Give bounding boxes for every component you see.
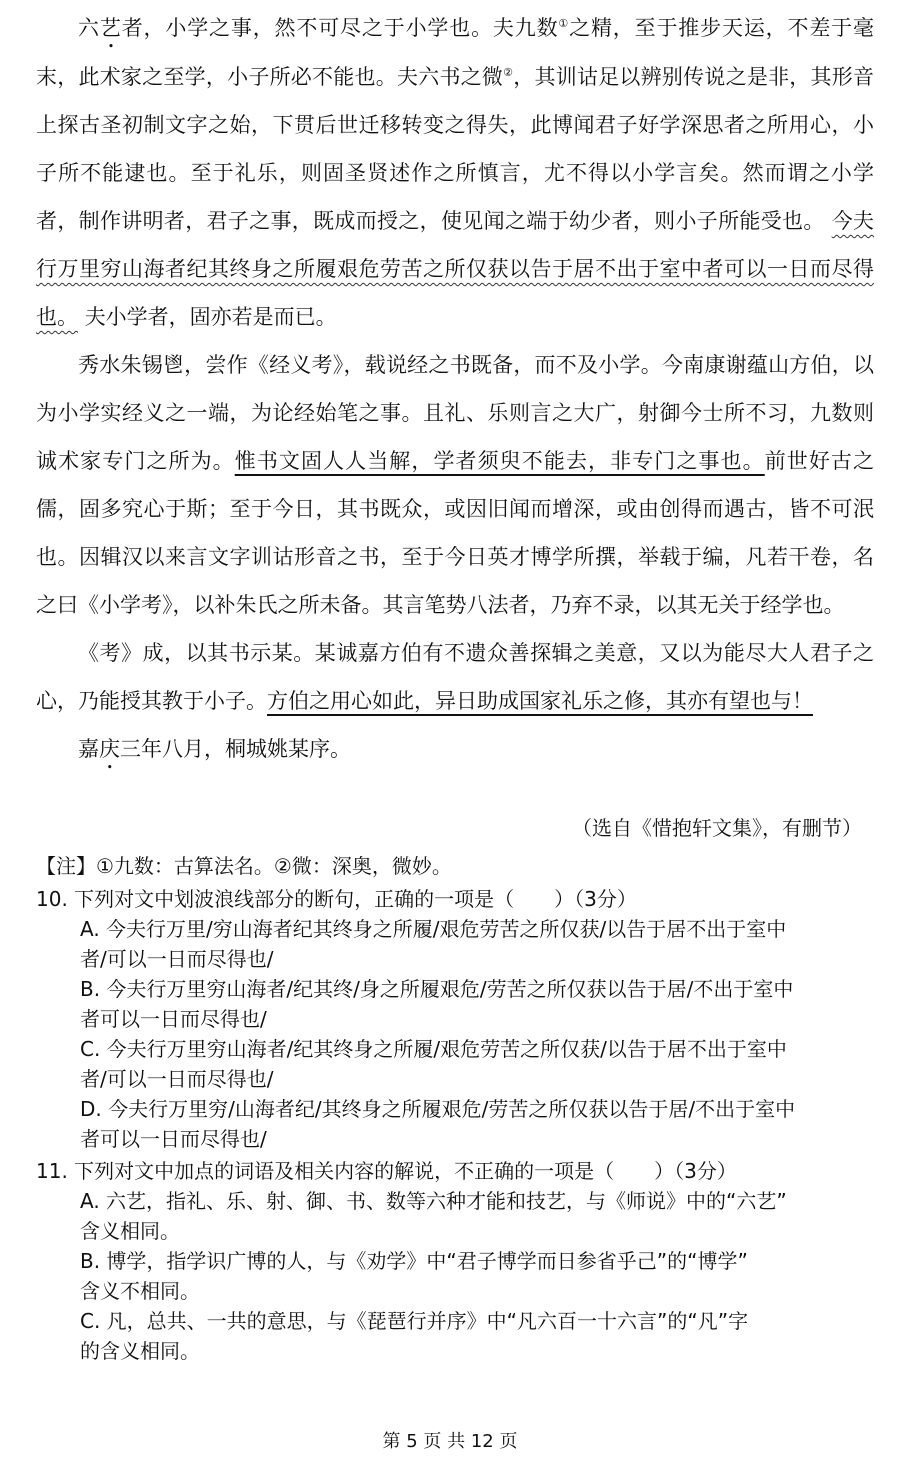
option-text: B. 今夫行万里穷山海者/纪其终/身之所履艰危/劳苦之所仅获以告于居/不出于室中 xyxy=(80,977,794,1001)
question-10-option-b[interactable] xyxy=(36,974,876,1034)
text-run: 嘉 xyxy=(78,737,99,761)
dotted-word: 艺 xyxy=(99,16,122,40)
option-text: C. 凡，总共、一共的意思，与《琵琶行并序》中“凡六百一十六言”的“凡”字 xyxy=(80,1309,749,1333)
option-text: 者/可以一日而尽得也/ xyxy=(80,947,274,971)
option-text: 者可以一日而尽得也/ xyxy=(80,1007,267,1031)
passage-signature xyxy=(36,725,874,774)
text-run: 之精，至于推步天运，不差于毫末，此术家之至学，小子所必不能也。夫六书之微 xyxy=(36,16,875,89)
question-10-stem: 10. 下列对文中划波浪线部分的断句，正确的一项是（ ）（3分） xyxy=(36,887,637,911)
text-run: ，其训诂足以辨别传说之是非，其形音上探古圣初制文字之始，下贯后世迁移转变之得失，此博闻君子好学深思者之所用心，小子所不能逮也。至于礼乐，则固圣贤述作之所慎言，尤不得以小学言矣。然而谓之小学者，制作讲明者，君子之事，既成而授之，使见闻之端于幼少者，则小子所能受也。 xyxy=(36,65,875,233)
dotted-word: 庆 xyxy=(99,737,120,761)
question-10-option-a[interactable] xyxy=(36,914,876,974)
option-text: 的含义相同。 xyxy=(80,1339,200,1363)
option-text: A. 六艺，指礼、乐、射、御、书、数等六种才能和技艺，与《师说》中的“六艺” xyxy=(80,1189,787,1213)
text-run: 三年八月，桐城姚某序。 xyxy=(120,737,351,761)
option-text: A. 今夫行万里/穷山海者纪其终身之所履/艰危劳苦之所仅获/以告于居不出于室中 xyxy=(80,917,787,941)
text-run: 秀水朱锡鬯，尝作《经义考》，载说经之书既备，而不及小学。今南康谢蕴山方伯，以为小学实经义之一端，为论经始笔之事。且礼、乐则言之大广，射御今士所不习，九数则诚术家专门之所为。 xyxy=(36,353,874,473)
passage-paragraph-3 xyxy=(36,629,874,725)
footnote-annotation: 【注】①九数：古算法名。②微：深奥，微妙。 xyxy=(36,854,452,878)
option-text: 含义不相同。 xyxy=(80,1279,200,1303)
text-run: 夫小学者，固亦若是而已。 xyxy=(84,305,337,329)
question-11-option-c[interactable] xyxy=(36,1306,876,1366)
text-run: 《考》成，以其书示某。某诚嘉方伯有不遗众善探辑之美意，又以为能尽大人君子之心，乃能授其教于小子。 xyxy=(36,641,874,713)
text-run: 六 xyxy=(78,16,100,40)
underlined-sentence: 惟书文固人人当解，学者须臾不能去，非专门之事也。 xyxy=(234,449,765,473)
option-text: B. 博学，指学识广博的人，与《劝学》中“君子博学而日参省乎己”的“博学” xyxy=(80,1249,748,1273)
option-text: C. 今夫行万里穷山海者/纪其终身之所履/艰危劳苦之所仅获/以告于居不出于室中 xyxy=(80,1037,787,1061)
footnote-mark: ① xyxy=(558,17,570,30)
option-text: 者/可以一日而尽得也/ xyxy=(80,1067,274,1091)
question-11-stem: 11. 下列对文中加点的词语及相关内容的解说，不正确的一项是（ ）（3分） xyxy=(36,1159,737,1183)
footnote-mark: ② xyxy=(503,66,514,79)
question-10-option-c[interactable] xyxy=(36,1034,876,1094)
option-text: 者可以一日而尽得也/ xyxy=(80,1127,267,1151)
passage-paragraph-1 xyxy=(36,4,874,341)
text-run: 前世好古之儒，固多究心于斯；至于今日，其书既众，或因旧闻而增深，或由创得而遇古，皆不可泯也。因辑汉以来言文字训诂形音之书，至于今日英才博学所撰，举载于编，凡若干卷，名之曰《小学考》，以补朱氏之所未备。其言笔势八法者，乃弃不录，以其无关于经学也。 xyxy=(36,449,875,617)
page-number-footer: 第 5 页 共 12 页 xyxy=(382,1431,518,1452)
text-run: 者，小学之事，然不可尽之于小学也。夫九数 xyxy=(121,16,559,40)
question-11-option-b[interactable] xyxy=(36,1246,876,1306)
passage-source: （选自《惜抱轩文集》，有删节） xyxy=(572,816,862,840)
classical-passage xyxy=(36,4,874,774)
option-text: D. 今夫行万里穷/山海者纪/其终身之所履艰危/劳苦之所仅获以告于居/不出于室中 xyxy=(80,1097,796,1121)
option-text: 含义相同。 xyxy=(80,1219,180,1243)
question-section xyxy=(36,850,876,1366)
passage-paragraph-2 xyxy=(36,341,874,629)
wavy-underlined-sentence: 今夫行万里穷山海者纪其终身之所履艰危劳苦之所仅获以告于居不出于室中者可以一日而尽得也。 xyxy=(36,209,875,329)
question-10-option-d[interactable] xyxy=(36,1094,876,1154)
question-11-option-a[interactable] xyxy=(36,1186,876,1246)
underlined-sentence: 方伯之用心如此，异日助成国家礼乐之修，其亦有望也与！ xyxy=(267,689,813,713)
